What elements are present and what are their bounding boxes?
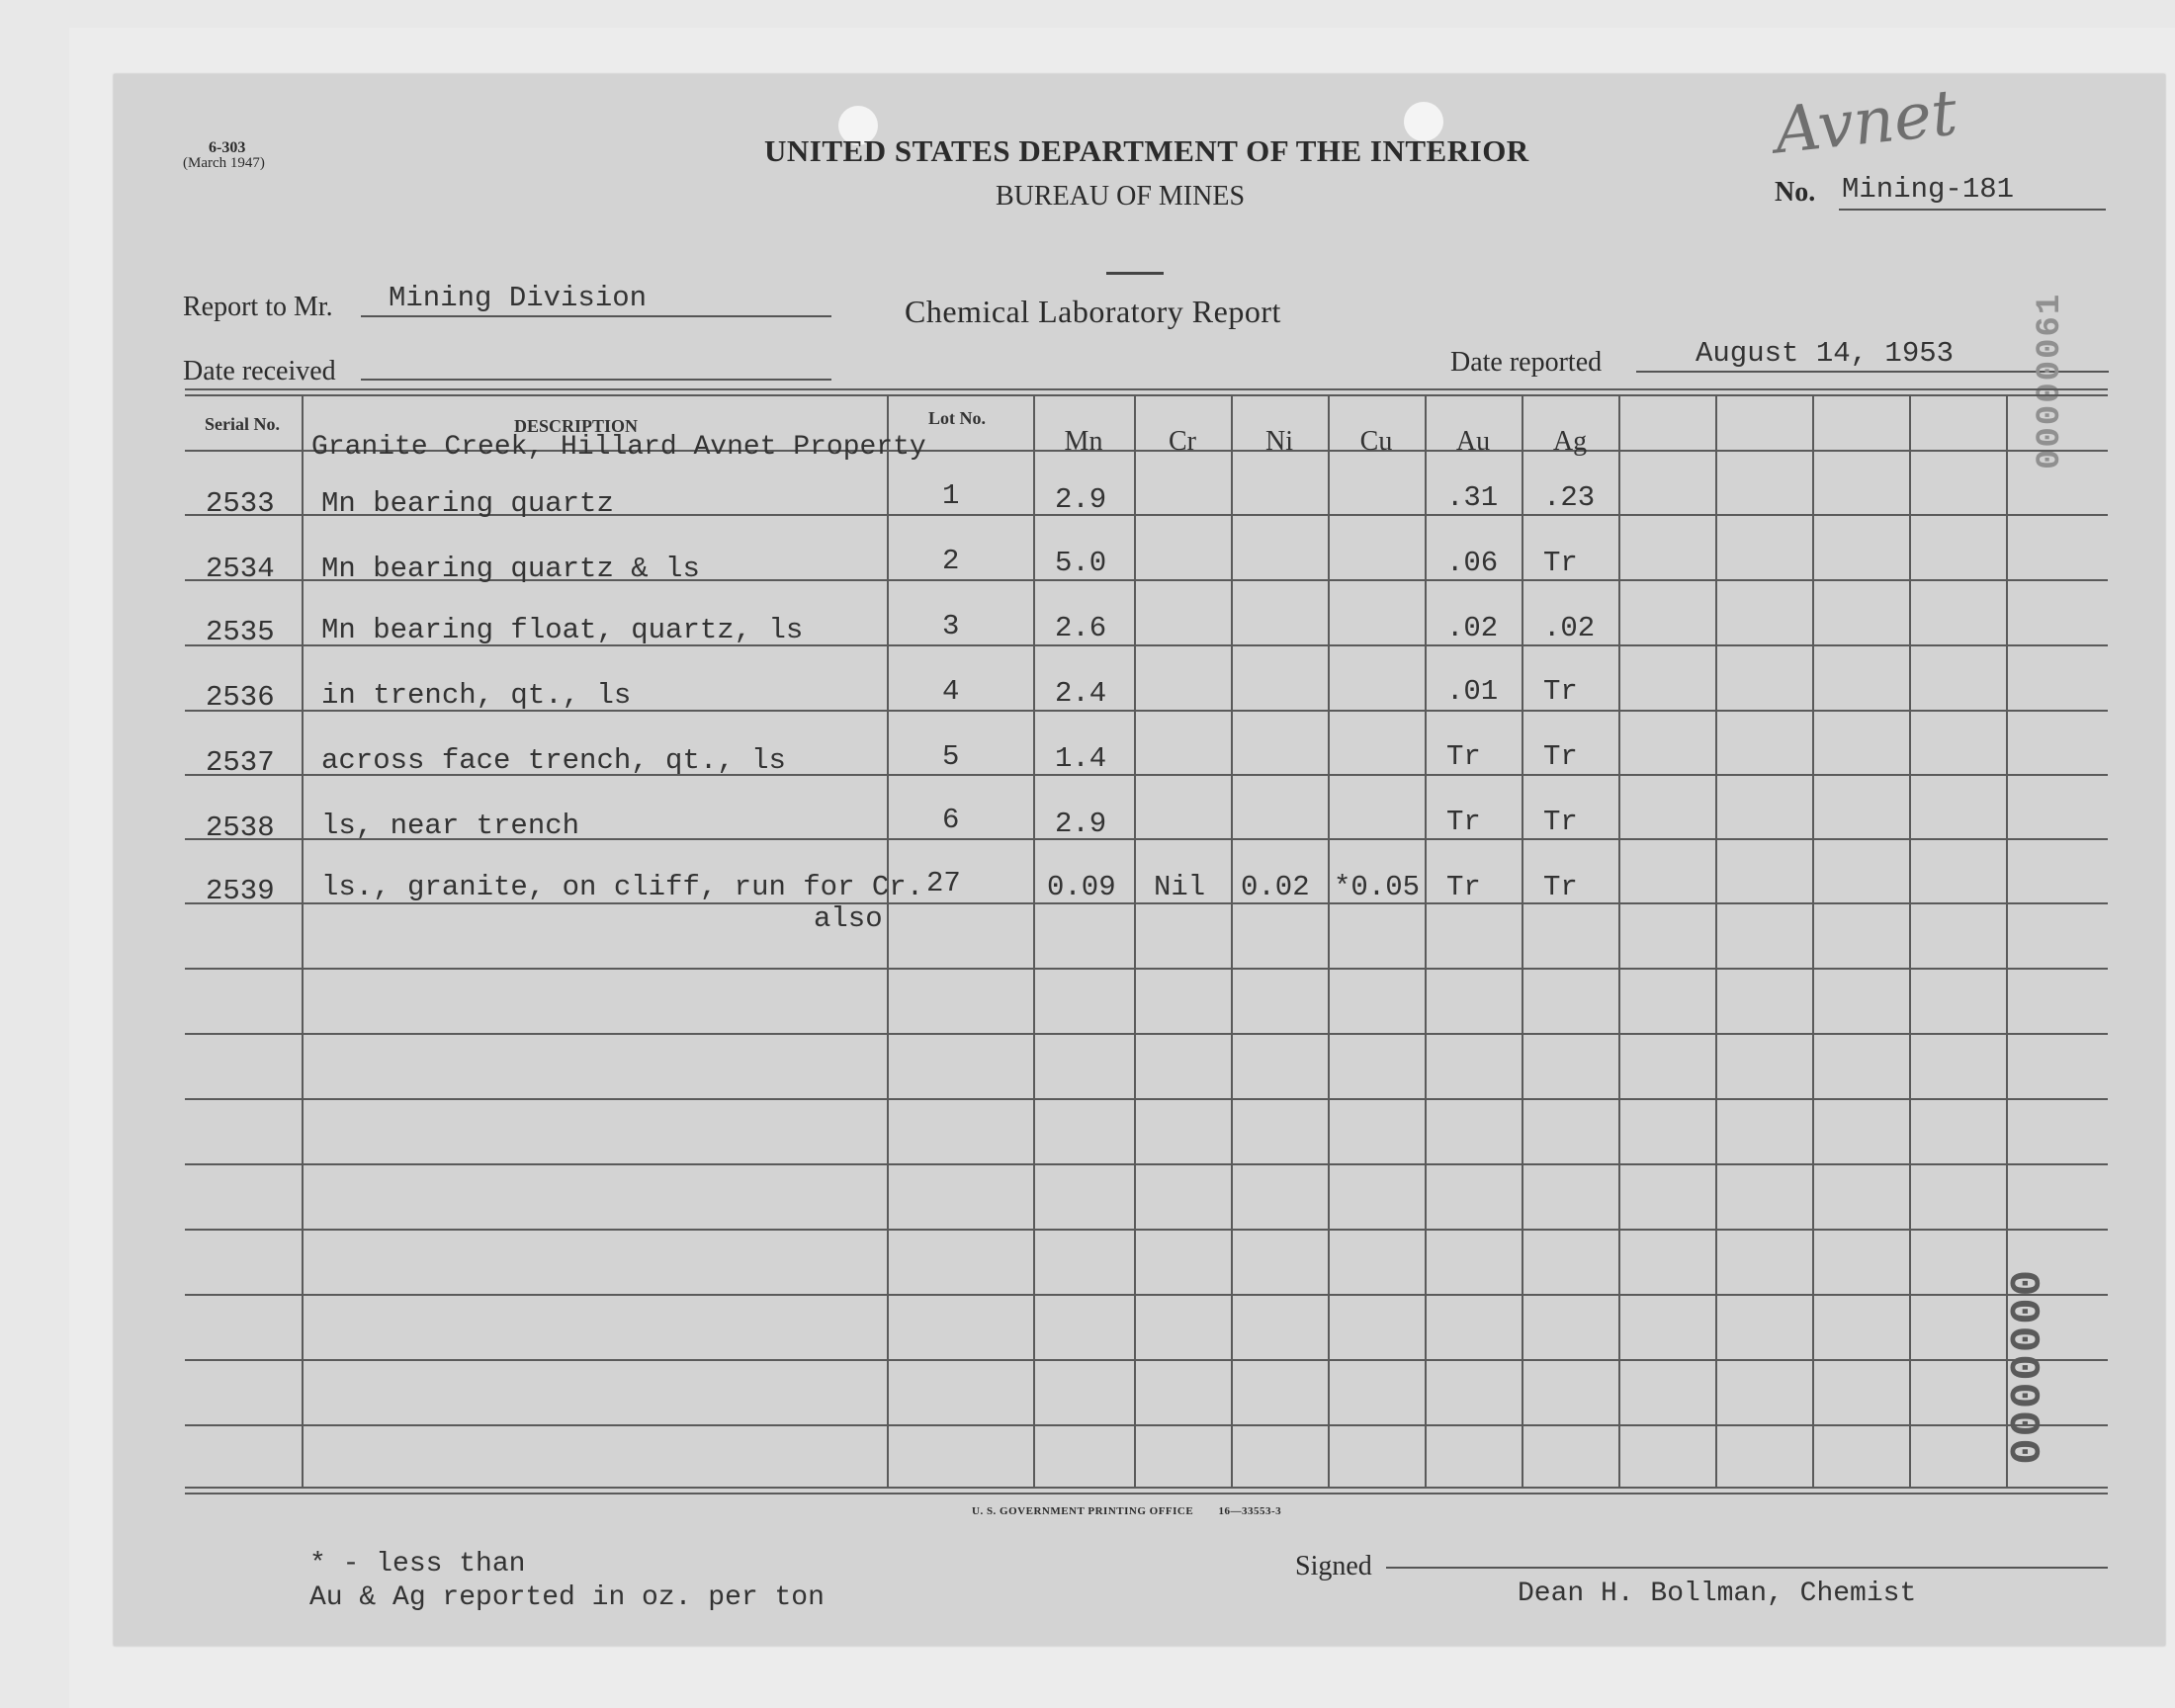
row-serial: 2538 (206, 811, 275, 844)
row-description: across face trench, qt., ls (321, 744, 786, 777)
report-number-value: Mining-181 (1842, 173, 2015, 206)
signed-label: Signed (1295, 1551, 1372, 1581)
col-divider (302, 394, 304, 1487)
row-description: Mn bearing quartz & ls (321, 553, 700, 585)
row-mn: 2.4 (1055, 677, 1107, 710)
table-top-rule-2 (185, 394, 2108, 396)
row-serial: 2534 (206, 553, 275, 585)
report-title: Chemical Laboratory Report (905, 294, 1281, 329)
row-cu: *0.05 (1334, 871, 1421, 903)
col-divider (1618, 394, 1620, 1487)
header-serial-no: Serial No. (205, 414, 280, 434)
col-divider (1134, 394, 1136, 1487)
report-to-line (361, 315, 831, 317)
row-serial: 2537 (206, 746, 275, 779)
signature-line (1386, 1567, 2108, 1569)
header-ag: Ag (1552, 426, 1588, 457)
row-lot: 27 (926, 867, 961, 899)
row-divider (185, 1294, 2108, 1296)
row-serial: 2536 (206, 681, 275, 714)
col-divider (887, 394, 889, 1487)
row-au: Tr (1446, 806, 1481, 838)
row-mn: 5.0 (1055, 547, 1107, 579)
header-ni: Ni (1265, 426, 1293, 457)
row-au: .02 (1446, 612, 1499, 644)
row-description: in trench, qt., ls (321, 679, 632, 712)
header-au: Au (1455, 426, 1491, 457)
row-ag: Tr (1543, 871, 1578, 903)
row-au: .31 (1446, 481, 1499, 514)
row-au: .01 (1446, 675, 1499, 708)
form-revision: (March 1947) (183, 155, 265, 171)
report-number-line (1839, 209, 2106, 211)
col-divider (1812, 394, 1814, 1487)
row-lot: 2 (942, 545, 960, 577)
header-mn: Mn (1064, 426, 1103, 457)
col-divider (1231, 394, 1233, 1487)
row-description: Mn bearing quartz (321, 487, 614, 520)
row-au: Tr (1446, 871, 1481, 903)
lab-report-form (114, 74, 2165, 1646)
col-divider (1909, 394, 1911, 1487)
row-description: Mn bearing float, quartz, ls (321, 614, 804, 646)
row-ag: Tr (1543, 740, 1578, 773)
col-divider (1425, 394, 1427, 1487)
department-title: UNITED STATES DEPARTMENT OF THE INTERIOR (764, 133, 1529, 168)
signer-name: Dean H. Bollman, Chemist (1518, 1579, 1917, 1609)
row-ag: .23 (1543, 481, 1596, 514)
table-bottom-rule-1 (185, 1487, 2108, 1489)
bureau-title: BUREAU OF MINES (996, 181, 1246, 212)
row-divider (185, 1359, 2108, 1361)
row-lot: 6 (942, 804, 960, 836)
row-lot: 5 (942, 740, 960, 773)
header-rule (1106, 272, 1164, 275)
row-ni: 0.02 (1241, 871, 1310, 903)
row-lot: 3 (942, 610, 960, 642)
header-cu: Cu (1359, 426, 1393, 457)
row-serial: 2533 (206, 487, 275, 520)
col-divider (1033, 394, 1035, 1487)
report-to-label: Report to Mr. (183, 292, 333, 322)
row-ag: .02 (1543, 612, 1596, 644)
row-ag: Tr (1543, 806, 1578, 838)
date-reported-value: August 14, 1953 (1696, 337, 1955, 370)
row-mn: 2.6 (1055, 612, 1107, 644)
printer-name: U. S. GOVERNMENT PRINTING OFFICE (972, 1505, 1194, 1517)
row-serial: 2535 (206, 616, 275, 648)
row-serial: 2539 (206, 875, 275, 907)
row-description-continued: also (814, 902, 883, 935)
row-mn: 0.09 (1047, 871, 1116, 903)
printer-code: 16—33553-3 (1218, 1505, 1282, 1517)
table-top-rule-1 (185, 388, 2108, 390)
col-divider (2006, 394, 2008, 1487)
row-lot: 4 (942, 675, 960, 708)
footnote-units: Au & Ag reported in oz. per ton (309, 1582, 825, 1613)
header-description: DESCRIPTION (514, 416, 639, 436)
row-divider (185, 1098, 2108, 1100)
col-divider (1522, 394, 1523, 1487)
form-code: 6-303 (209, 139, 246, 156)
report-to-value: Mining Division (389, 282, 648, 314)
row-divider (185, 1424, 2108, 1426)
table-bottom-rule-2 (185, 1493, 2108, 1494)
row-divider (185, 968, 2108, 970)
row-ag: Tr (1543, 675, 1578, 708)
row-description: ls., granite, on cliff, run for Cr. (321, 871, 924, 903)
row-au: Tr (1446, 740, 1481, 773)
row-ag: Tr (1543, 547, 1578, 579)
header-cr: Cr (1169, 426, 1196, 457)
row-mn: 2.9 (1055, 808, 1107, 840)
col-divider (1328, 394, 1330, 1487)
side-stamp-bottom: 0000000 (1997, 1270, 2046, 1467)
footnote-less-than: * - less than (309, 1549, 526, 1580)
side-stamp-top: 00000061 (2032, 292, 2069, 470)
date-reported-label: Date reported (1450, 347, 1603, 378)
row-description: ls, near trench (321, 810, 580, 842)
row-cr: Nil (1154, 871, 1206, 903)
handwritten-name: Avnet (1771, 76, 1960, 169)
header-description-value: Granite Creek, Hillard Avnet Property (311, 432, 926, 463)
row-mn: 2.9 (1055, 483, 1107, 516)
row-divider (185, 1033, 2108, 1035)
printer-credit (972, 1505, 1281, 1517)
row-divider (185, 1229, 2108, 1231)
report-number-label: No. (1775, 177, 1816, 208)
header-lot-no: Lot No. (928, 408, 986, 428)
row-divider (185, 1163, 2108, 1165)
col-divider (1715, 394, 1717, 1487)
row-mn: 1.4 (1055, 742, 1107, 775)
row-lot: 1 (942, 479, 960, 512)
row-au: .06 (1446, 547, 1499, 579)
date-received-line (361, 379, 831, 381)
date-received-label: Date received (183, 356, 336, 386)
